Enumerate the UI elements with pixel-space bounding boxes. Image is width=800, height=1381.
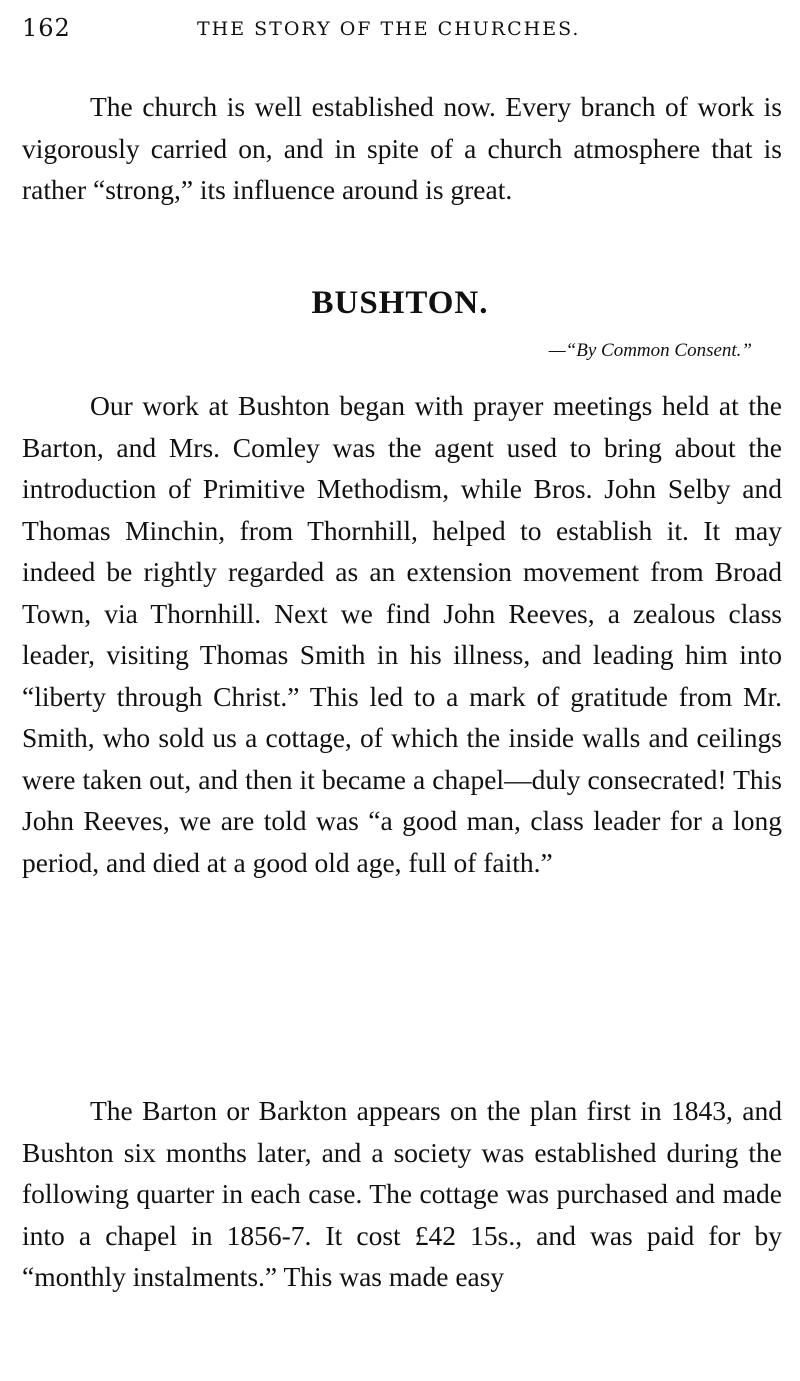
paragraph-barton-barkton: The Barton or Barkton appears on the plan first in 1843, and Bushton six months later, and a society was established during the following quarter in each case. The cottage was purchased and made into a chapel in 1856-7. It cost £42 15s., and was paid for by “monthly instalments.” This was made easy	[22, 1095, 782, 1292]
running-head	[22, 14, 780, 44]
running-title: THE STORY OF THE CHURCHES.	[197, 18, 581, 40]
section-epigraph: —“By Common Consent.”	[548, 340, 752, 361]
paragraph-bushton-history: Our work at Bushton began with prayer meetings held at the Barton, and Mrs. Comley was the agent used to bring about the introduction of Primitive Methodism, while Bros. John Selby and Thomas Minchin, from Thornhill, helped to establish it. It may indeed be rightly regarded as an extension movement from Broad Town, via Thornhill. Next we find John Reeves, a zealous class leader, visiting Thomas Smith in his illness, and leading him into “liberty through Christ.” This led to a mark of gratitude from Mr. Smith, who sold us a cottage, of which the inside walls and ceilings were taken out, and then it became a chapel—duly consecrated! This John Reeves, we are told was “a good man, class leader for a long period, and died at a good old age, full of faith.”	[22, 390, 782, 878]
section-heading-bushton: BUSHTON.	[311, 285, 489, 321]
paragraph-church-established: The church is well established now. Every branch of work is vigorously carried on, and in spite of a church atmosphere that is rather “strong,” its influence around is great.	[22, 91, 782, 205]
page-number: 162	[22, 14, 71, 42]
